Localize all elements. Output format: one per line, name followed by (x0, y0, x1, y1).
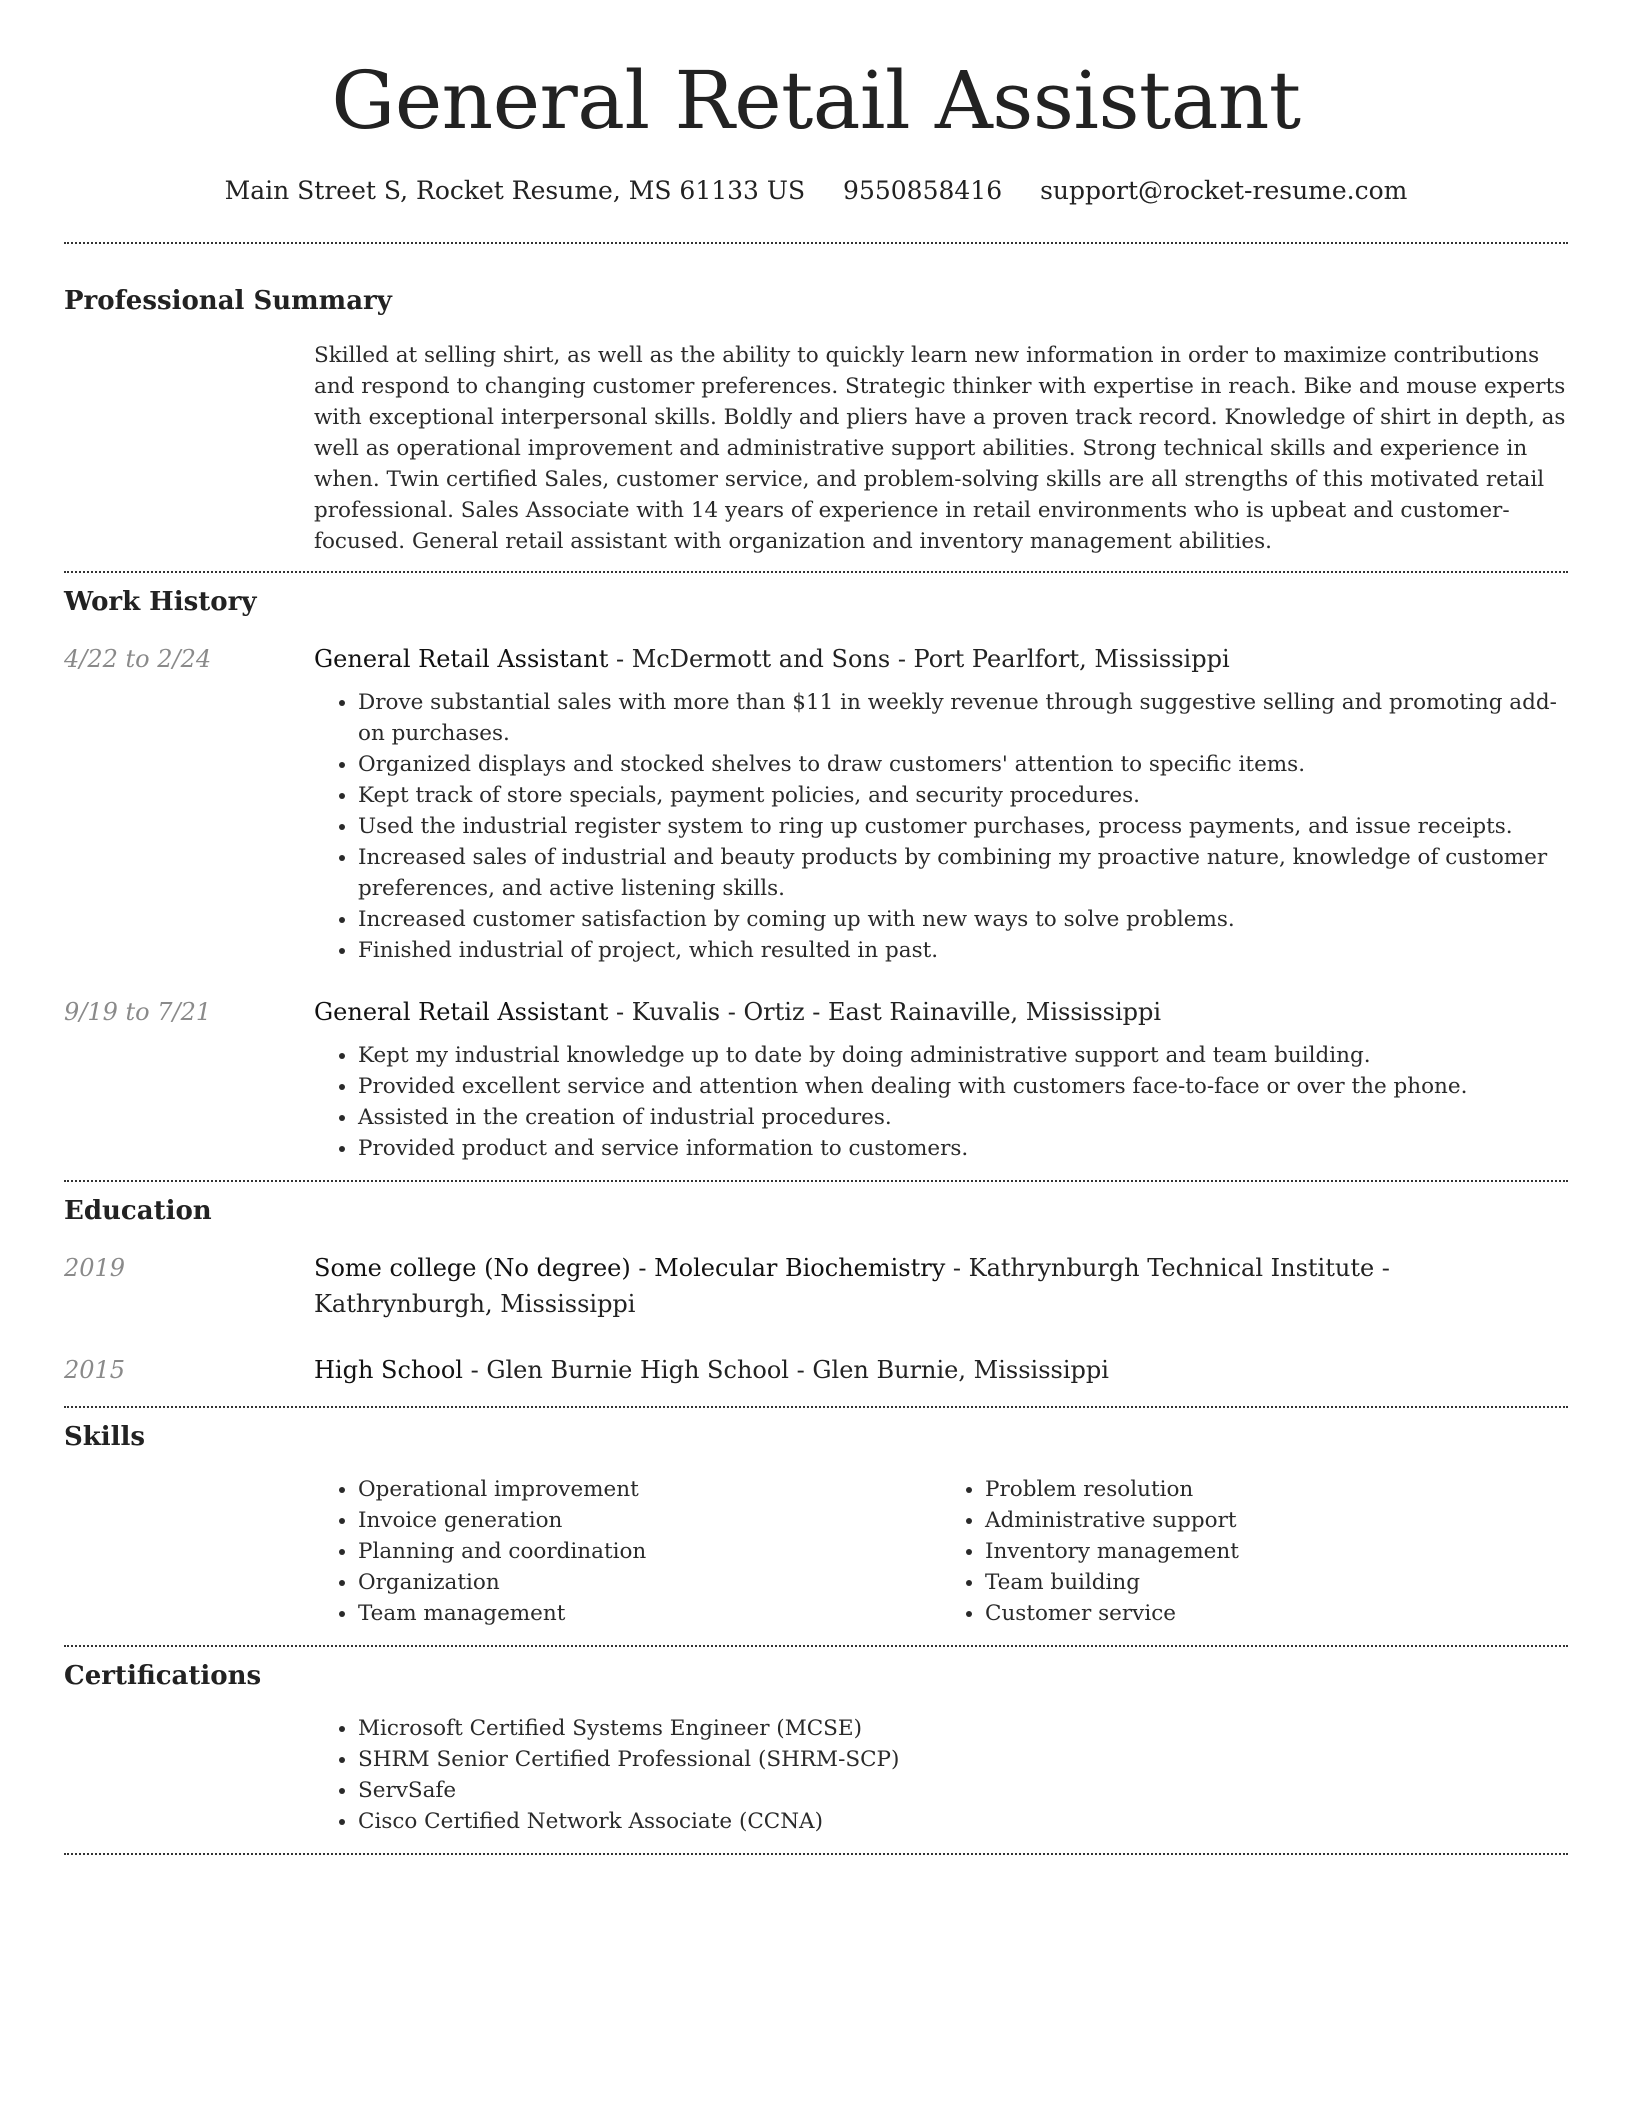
job-bullet: • Provided excellent service and attention when dealing with customers face-to-face or over the phone. (358, 1071, 1568, 1102)
education-details (314, 1352, 1568, 1388)
skill-item: • Team management (358, 1598, 941, 1629)
skill-item: • Administrative support (985, 1505, 1568, 1536)
job-bullet: • Finished industrial of project, which resulted in past. (358, 935, 1568, 966)
summary-section (64, 244, 1568, 571)
job-date: 4/22 to 2/24 (64, 645, 212, 673)
section-title-skills: Skills (64, 1422, 146, 1452)
certification-item: • ServSafe (358, 1775, 1568, 1806)
certification-item: • Cisco Certified Network Associate (CCNA) (358, 1806, 1568, 1837)
skills-columns (314, 1474, 1568, 1645)
section-title-education: Education (64, 1196, 212, 1226)
skill-item: • Team building (985, 1567, 1568, 1598)
job-bullets (314, 1040, 1568, 1164)
skill-item: • Inventory management (985, 1536, 1568, 1567)
job-bullet: • Organized displays and stocked shelves to draw customers' attention to specific items. (358, 749, 1568, 780)
contact-email[interactable]: support@rocket-resume.com (1040, 176, 1408, 205)
education-degree: Some college (No degree) - Molecular Biochemistry (314, 1254, 946, 1282)
certification-item: • Microsoft Certified Systems Engineer (MCSE) (358, 1713, 1568, 1744)
skills-list-left (314, 1474, 941, 1629)
education-degree: High School (314, 1356, 463, 1384)
work-history-section (64, 573, 1568, 1180)
job-bullet: • Increased customer satisfaction by coming up with new ways to solve problems. (358, 904, 1568, 935)
skill-item: • Invoice generation (358, 1505, 941, 1536)
contact-phone: 9550858416 (843, 176, 1003, 205)
skills-list-right (941, 1474, 1568, 1629)
job-bullet: • Kept track of store specials, payment policies, and security procedures. (358, 780, 1568, 811)
certifications-section (64, 1647, 1568, 1853)
education-school: - Kathrynburgh Technical Institute - Kathrynburgh, Mississippi (314, 1254, 1390, 1318)
contact-address: Main Street S, Rocket Resume, MS 61133 US (224, 176, 806, 205)
job-details (314, 641, 1568, 966)
job-bullet: • Kept my industrial knowledge up to date by doing administrative support and team building. (358, 1040, 1568, 1071)
job-date: 9/19 to 7/21 (64, 998, 212, 1026)
job-role: General Retail Assistant (314, 645, 609, 673)
job-company-location: - McDermott and Sons - Port Pearlfort, Mississippi (608, 645, 1230, 673)
job-heading (314, 994, 1568, 1030)
skill-item: • Problem resolution (985, 1474, 1568, 1505)
job-company-location: - Kuvalis - Ortiz - East Rainaville, Mississippi (608, 998, 1162, 1026)
skills-section (64, 1408, 1568, 1645)
job-bullet: • Assisted in the creation of industrial procedures. (358, 1102, 1568, 1133)
education-entry (64, 1250, 1568, 1322)
resume-name: General Retail Assistant (331, 54, 1301, 147)
job-entry (64, 994, 1568, 1180)
skill-item: • Planning and coordination (358, 1536, 941, 1567)
summary-text: Skilled at selling shirt, as well as the ability to quickly learn new information in order to maximize contributions and respond to changing customer preferences. Strategic thinker with expertise in reach. Bike and mouse experts with exceptional interpersonal skills. Boldly and pliers have a proven track record. Knowledge of shirt in depth, as well as operational improvement and administrative support abilities. Strong technical skills and experience in when. Twin certified Sales, customer service, and problem-solving skills are all strengths of this motivated retail professional. Sales Associate with 14 years of experience in retail environments who is upbeat and customer-focused. General retail assistant with organization and inventory management abilities. (314, 343, 1566, 554)
skill-item: • Organization (358, 1567, 941, 1598)
education-entry (64, 1352, 1568, 1406)
education-heading (314, 1250, 1568, 1322)
education-date: 2015 (64, 1356, 126, 1384)
certifications-list (314, 1713, 1568, 1853)
skill-item: • Operational improvement (358, 1474, 941, 1505)
job-bullet: • Increased sales of industrial and beauty products by combining my proactive nature, knowledge of customer preferences, and active listening skills. (358, 842, 1568, 904)
job-details (314, 994, 1568, 1164)
education-heading (314, 1352, 1568, 1388)
certification-item: • SHRM Senior Certified Professional (SHRM-SCP) (358, 1744, 1568, 1775)
job-heading (314, 641, 1568, 677)
job-bullet: • Provided product and service information to customers. (358, 1133, 1568, 1164)
job-bullet: • Drove substantial sales with more than $11 in weekly revenue through suggestive selling and promoting add-on purchases. (358, 687, 1568, 749)
section-title-summary: Professional Summary (64, 286, 392, 316)
job-bullet: • Used the industrial register system to ring up customer purchases, process payments, and issue receipts. (358, 811, 1568, 842)
section-title-certifications: Certifications (64, 1661, 262, 1691)
education-date: 2019 (64, 1254, 126, 1282)
skill-item: • Customer service (985, 1598, 1568, 1629)
education-section (64, 1182, 1568, 1406)
education-details (314, 1250, 1568, 1322)
contact-line (64, 176, 1568, 206)
job-bullets (314, 687, 1568, 966)
job-entry (64, 641, 1568, 966)
job-role: General Retail Assistant (314, 998, 609, 1026)
section-title-work-history: Work History (64, 587, 257, 617)
education-school: - Glen Burnie High School - Glen Burnie, Mississippi (462, 1356, 1109, 1384)
divider (64, 1853, 1568, 1855)
